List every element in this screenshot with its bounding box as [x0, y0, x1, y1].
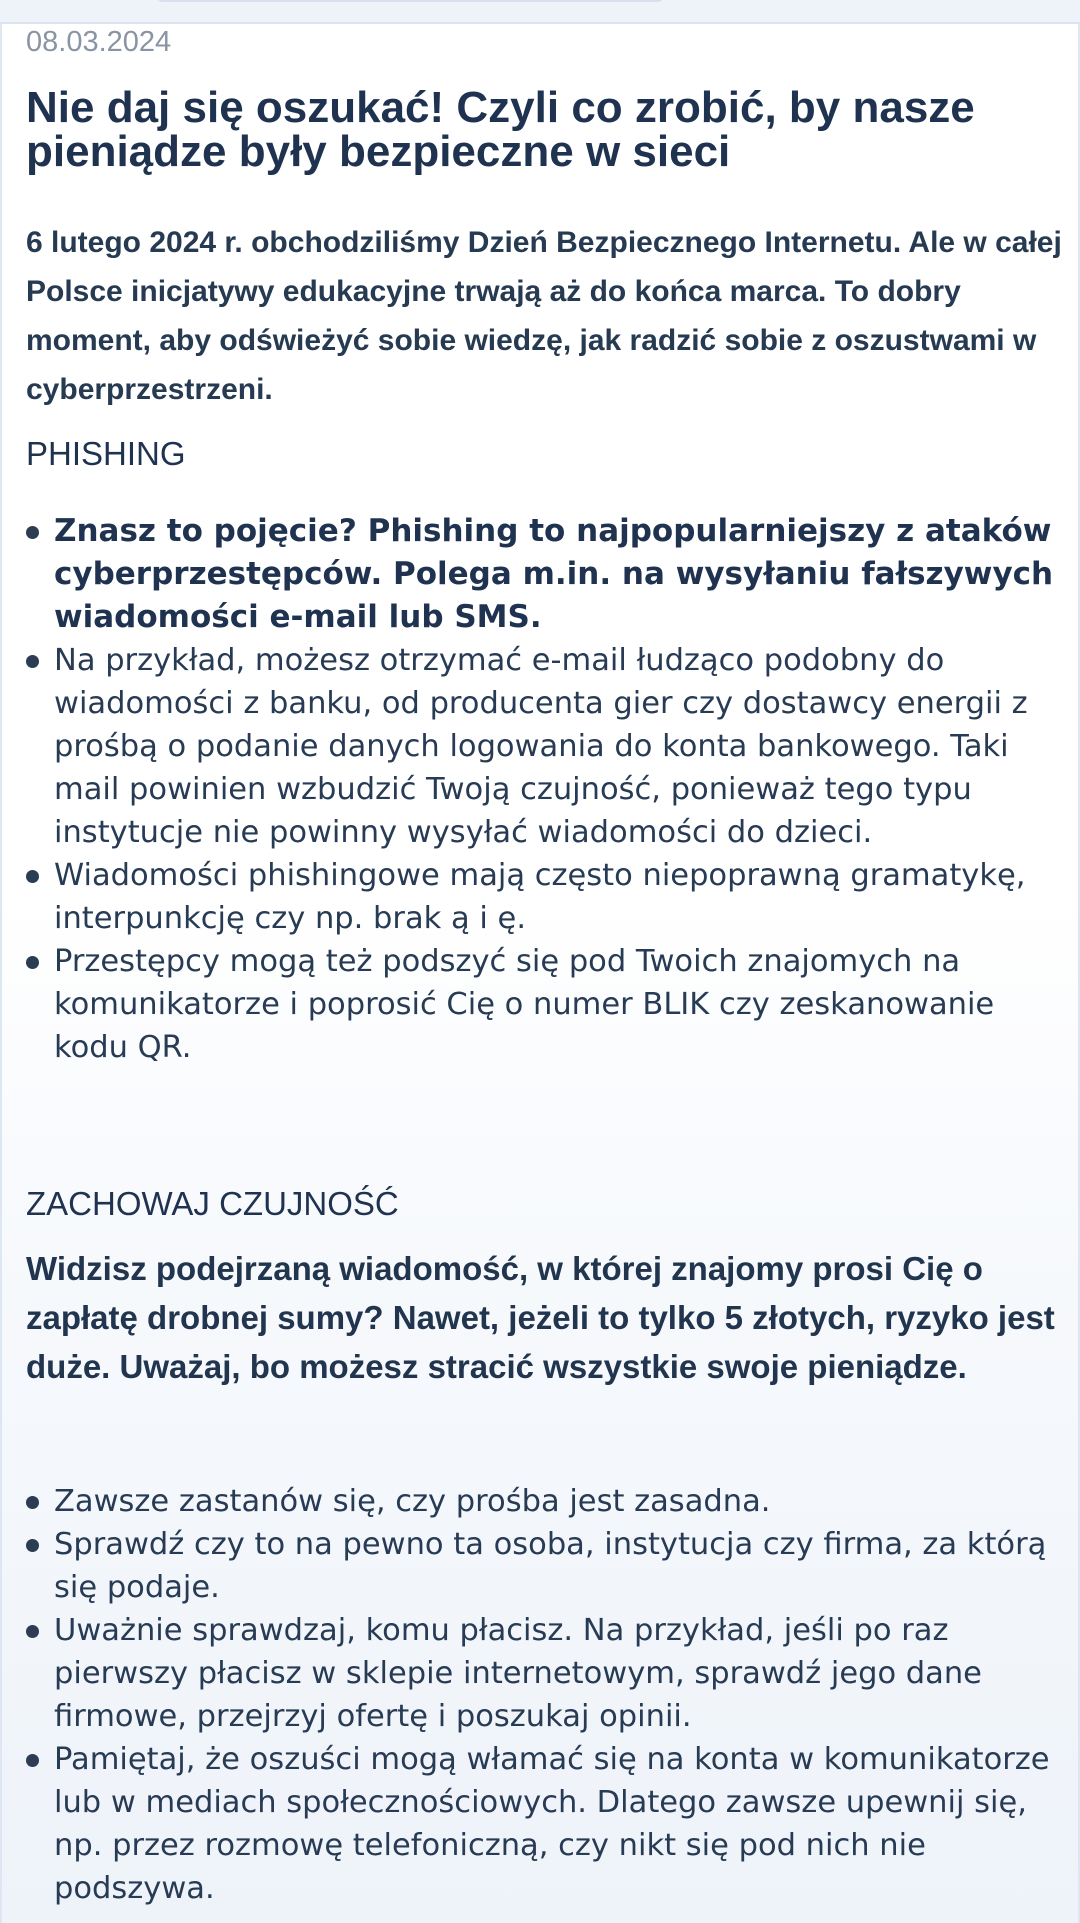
list-item [26, 1523, 1066, 1609]
article-lead: 6 lutego 2024 r. obchodziliśmy Dzień Bezpiecznego Internetu. Ale w całej Polsce inicjatywy edukacyjne trwają aż do końca marca. To dobry moment, aby odświeżyć sobie wiedzę, jak radzić sobie z oszustwami w cyberprzestrzeni. [26, 226, 1062, 406]
bullet-icon [26, 1496, 39, 1509]
list-item-text: Przestępcy mogą też podszyć się pod Twoich znajomych na komunikatorze i poprosić Cię o numer BLIK czy zeskanowanie kodu QR. [54, 944, 995, 1065]
bullet-icon [26, 1754, 39, 1767]
article-date: 08.03.2024 [26, 26, 172, 58]
bullet-icon [26, 870, 39, 883]
list-item-text: Zawsze zastanów się, czy prośba jest zasadna. [54, 1484, 771, 1519]
phishing-bullet-list [26, 510, 1066, 1069]
list-item-text: Pamiętaj, że oszuści mogą włamać się na konta w komunikatorze lub w mediach społecznościowych. Dlatego zawsze upewnij się, np. przez rozmowę telefoniczną, czy nikt się pod nich nie podszywa. [54, 1742, 1050, 1906]
list-item [26, 1480, 1066, 1523]
bullet-icon [26, 526, 39, 539]
top-bar [0, 0, 1080, 24]
list-item-text: Sprawdź czy to na pewno ta osoba, instytucja czy firma, za którą się podaje. [54, 1527, 1047, 1605]
safety-tips-list [26, 1480, 1066, 1910]
list-item-text: Na przykład, możesz otrzymać e-mail łudząco podobny do wiadomości z banku, od producenta gier czy dostawcy energii z prośbą o podanie danych logowania do konta bankowego. Taki mail powinien wzbudzić Twoją czujność, ponieważ tego typu instytucje nie powinny wysyłać wiadomości do dzieci. [54, 643, 1028, 850]
bullet-icon [26, 1625, 39, 1638]
warning-paragraph: Widzisz podejrzaną wiadomość, w której znajomy prosi Cię o zapłatę drobnej sumy? Nawet, jeżeli to tylko 5 złotych, ryzyko jest duże. Uważaj, bo możesz stracić wszystkie swoje pieniądze. [26, 1250, 1055, 1385]
bullet-icon [26, 956, 39, 969]
list-item [26, 940, 1066, 1069]
list-item-text: Znasz to pojęcie? Phishing to najpopularniejszy z ataków cyberprzestępców. Polega m.in. na wysyłaniu fałszywych wiadomości e-mail lub SMS. [54, 513, 1054, 635]
bullet-icon [26, 655, 39, 668]
section-heading-zachowaj-czujnosc: ZACHOWAJ CZUJNOŚĆ [26, 1185, 399, 1222]
article-card [0, 24, 1080, 1923]
list-item [26, 854, 1066, 940]
list-item [26, 639, 1066, 854]
list-item-text: Wiadomości phishingowe mają często niepoprawną gramatykę, interpunkcję czy np. brak ą i ę. [54, 858, 1026, 936]
top-pill-handle [155, 0, 665, 2]
bullet-icon [26, 1539, 39, 1552]
section-heading-phishing: PHISHING [26, 435, 186, 472]
list-item [26, 510, 1066, 639]
list-item [26, 1738, 1066, 1910]
list-item [26, 1609, 1066, 1738]
list-item-text: Uważnie sprawdzaj, komu płacisz. Na przykład, jeśli po raz pierwszy płacisz w sklepie internetowym, sprawdź jego dane firmowe, przejrzyj ofertę i poszukaj opinii. [54, 1613, 982, 1734]
article-title: Nie daj się oszukać! Czyli co zrobić, by nasze pieniądze były bezpieczne w sieci [26, 83, 975, 176]
